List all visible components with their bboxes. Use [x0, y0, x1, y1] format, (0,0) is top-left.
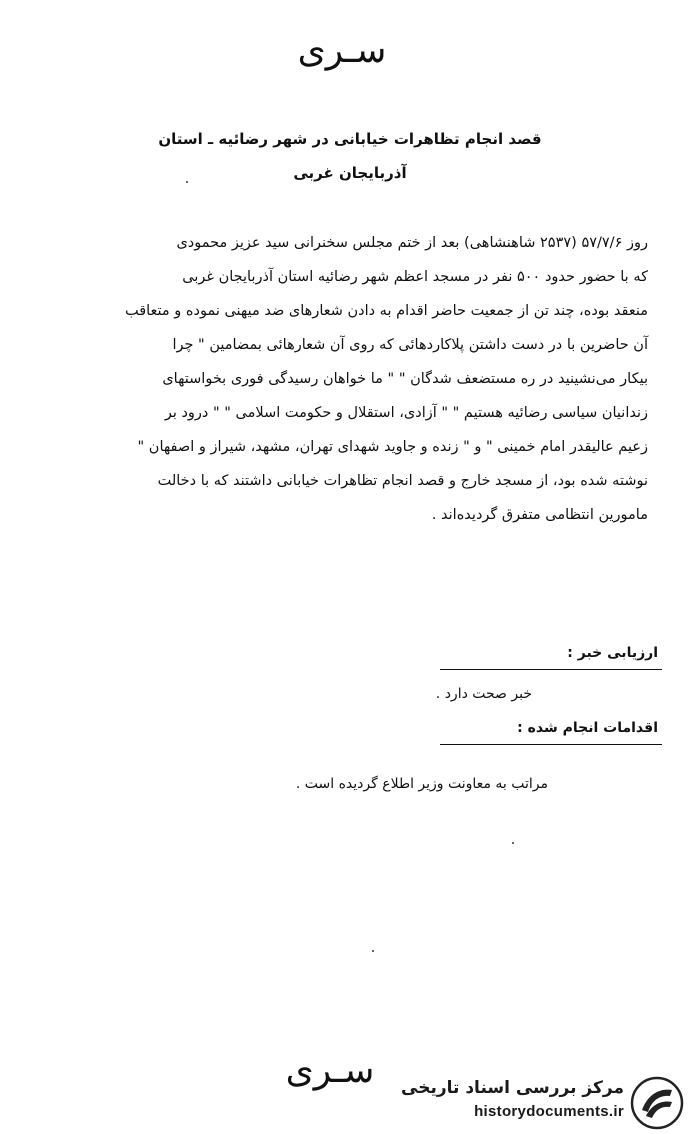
body-line: زعیم عالیقدر امام خمینی " و " زنده و جاوید شهدای تهران، مشهد، شیراز و اصفهان " — [137, 439, 648, 455]
scan-speck — [186, 181, 188, 183]
body-line: بیکار می‌نشینید در ره مستضعف شدگان " " ما خواهان رسیدگی فوری بخواستهای — [162, 371, 648, 387]
scan-speck — [372, 950, 374, 952]
actions-label: اقدامات انجام شده : — [517, 720, 658, 736]
document-body — [56, 226, 648, 532]
watermark-center-name: مرکز بررسی اسناد تاریخی — [401, 1078, 624, 1098]
body-line: روز ۵۷/۷/۶ (۲۵۳۷ شاهنشاهی) بعد از ختم مجلس سخنرانی سید عزیز محمودی — [176, 235, 648, 251]
evaluation-label: ارزیابی خبر : — [567, 645, 658, 661]
watermark-url: historydocuments.ir — [474, 1103, 624, 1120]
book-logo-icon — [630, 1076, 684, 1130]
document-title: قصد انجام تظاهرات خیابانی در شهر رضائیه ـ استان — [158, 130, 542, 148]
body-line: منعقد بوده، چند تن از جمعیت حاضر اقدام به دادن شعارهای ضد میهنی نموده و متعاقب — [124, 303, 648, 319]
actions-text: مراتب به معاونت وزیر اطلاع گردیده است . — [295, 776, 548, 792]
scan-speck — [512, 842, 514, 844]
classification-bottom: سـری — [285, 1050, 375, 1091]
body-line: مامورین انتظامی متفرق گردیده‌اند . — [431, 507, 648, 523]
body-line: نوشته شده بود، از مسجد خارج و قصد انجام تظاهرات خیابانی داشتند که با دخالت — [157, 473, 648, 489]
actions-underline — [440, 744, 662, 745]
body-line: آن حاضرین با در دست داشتن پلاکاردهائی که روی آن شعارهائی بمضامین " چرا — [172, 337, 648, 353]
body-line: که با حضور حدود ۵۰۰ نفر در مسجد اعظم شهر رضائیه استان آذربایجان غربی — [182, 269, 648, 285]
evaluation-underline — [440, 669, 662, 670]
document-subtitle: آذربایجان غربی — [293, 164, 407, 182]
body-line: زندانیان سیاسی رضائیه هستیم " " آزادی، استقلال و حکومت اسلامی " " درود بر — [164, 405, 648, 421]
classification-top: سـری — [297, 30, 387, 71]
evaluation-text: خبر صحت دارد . — [435, 686, 532, 702]
